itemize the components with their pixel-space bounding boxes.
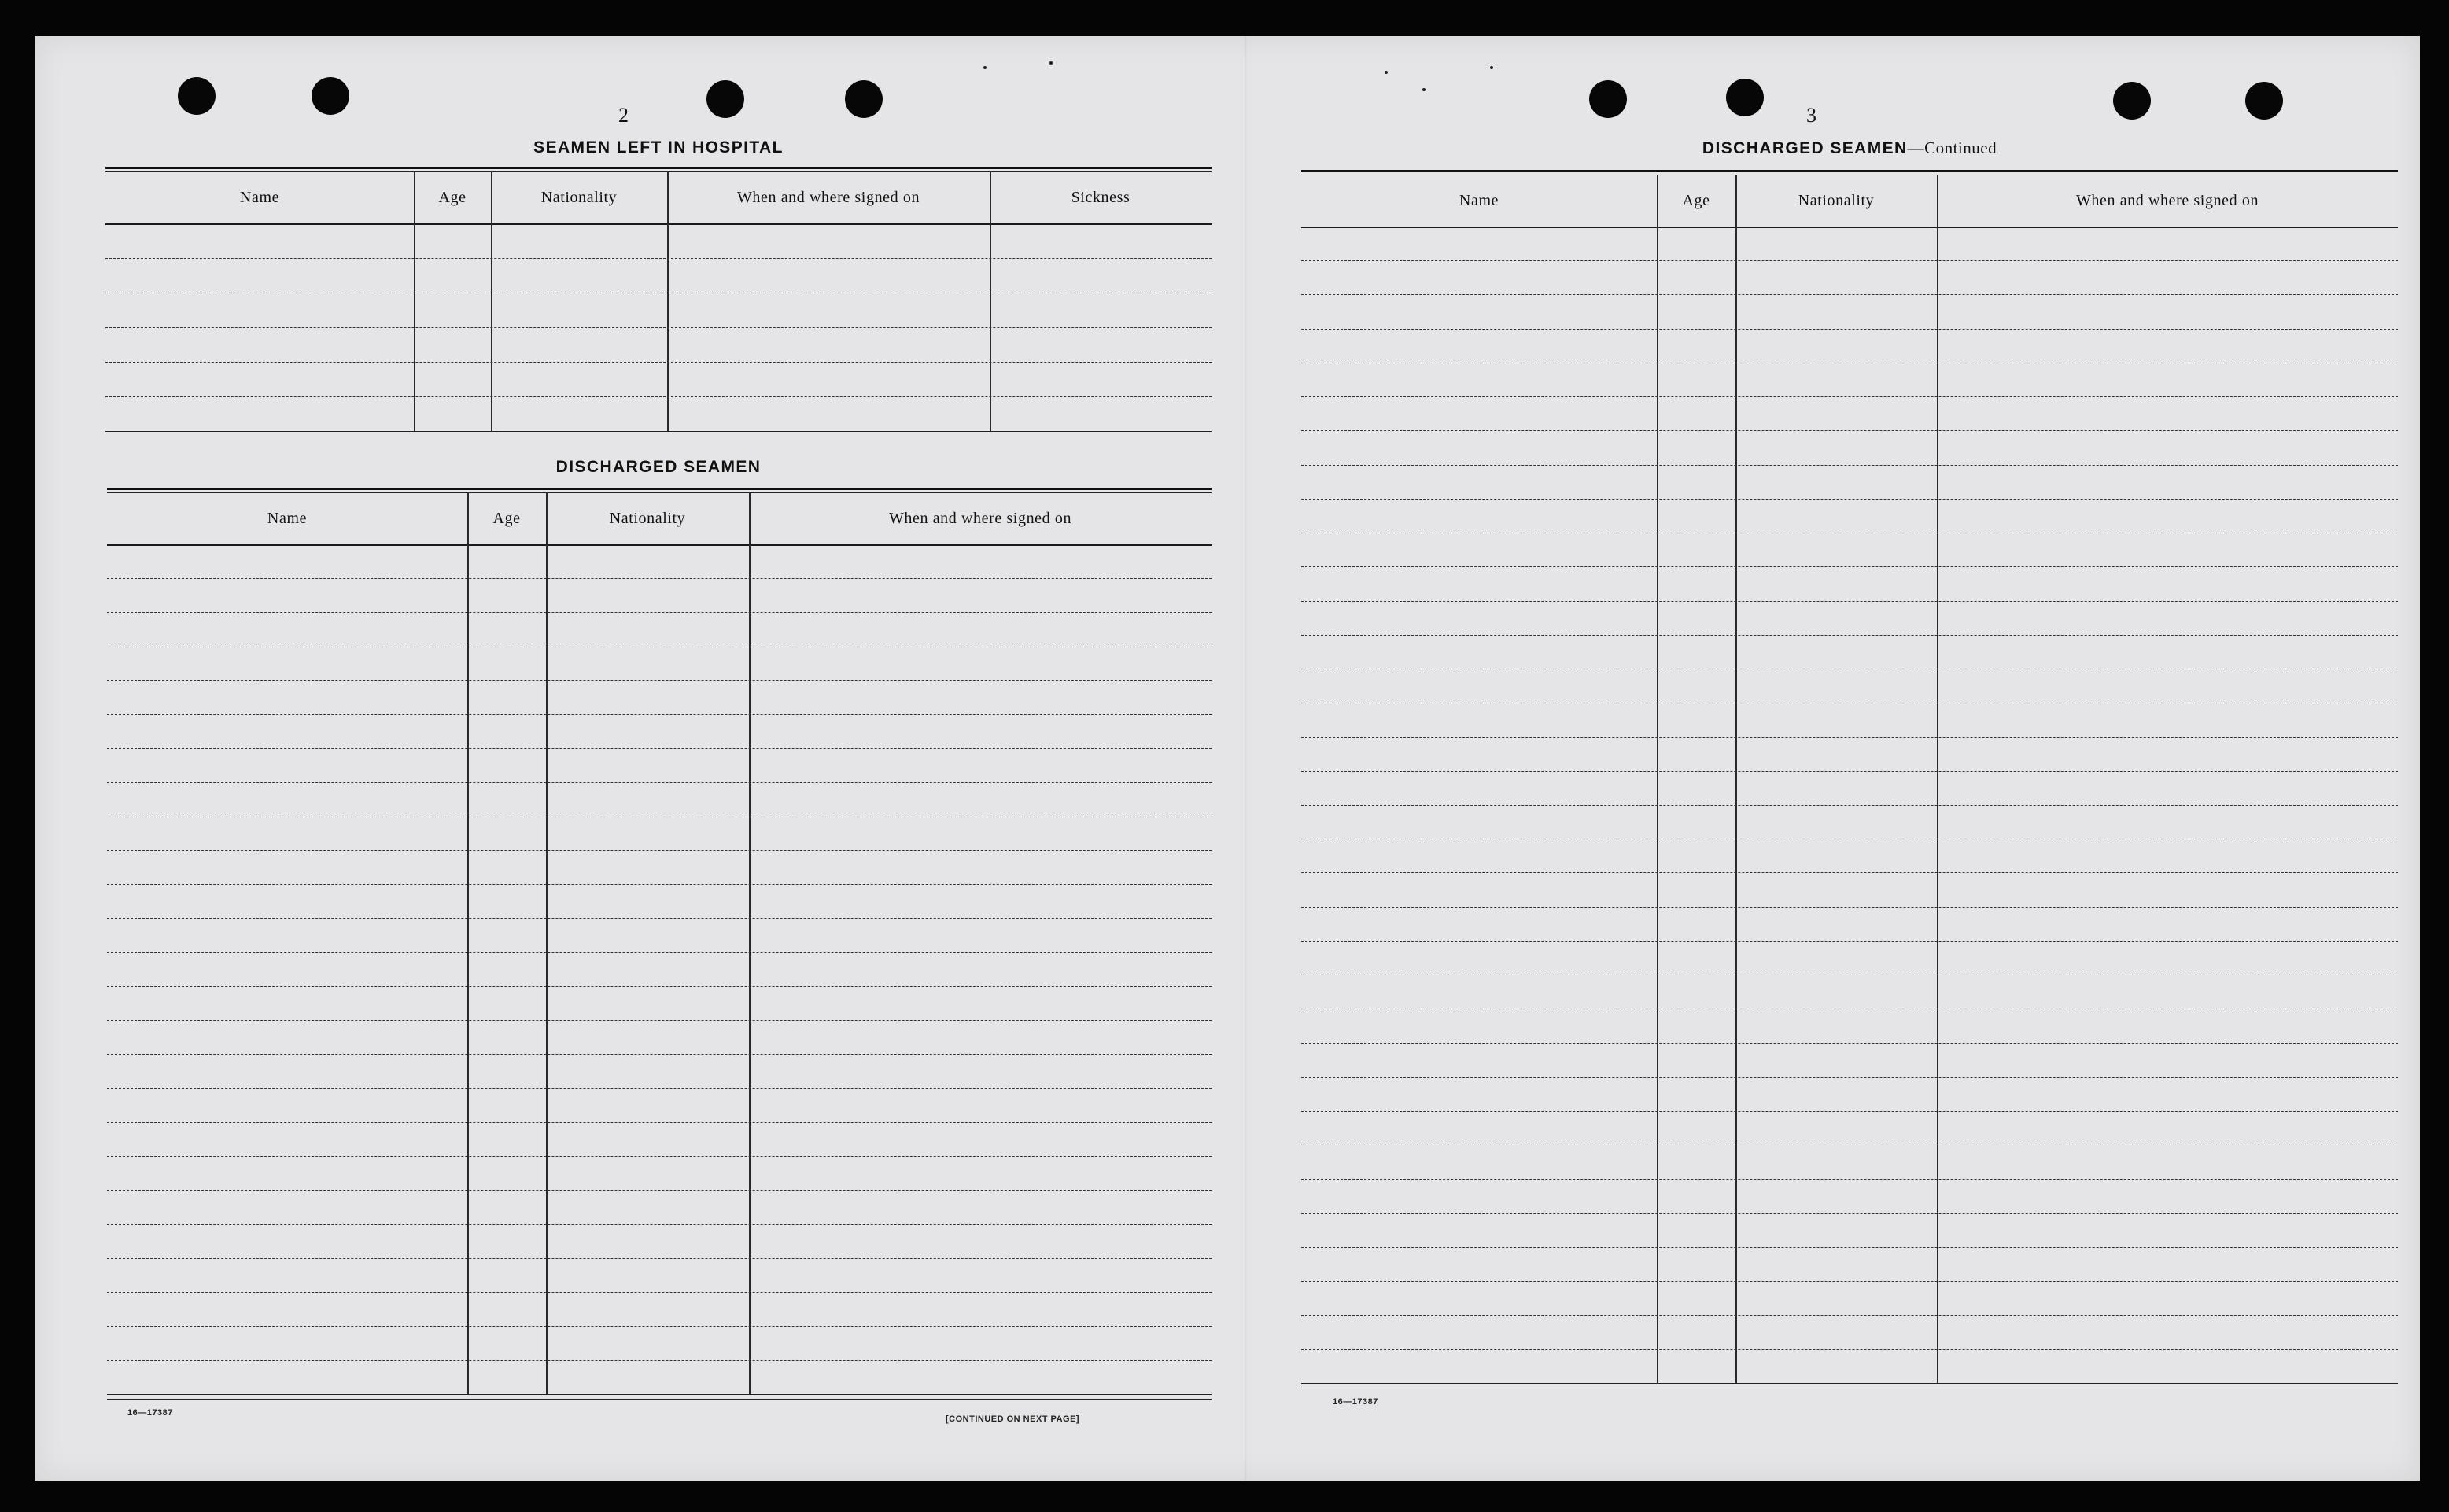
continued-col-signed-on: When and where signed on bbox=[2075, 192, 2259, 209]
continued-row-line bbox=[1301, 703, 2398, 704]
continued-row-line bbox=[1301, 1009, 2398, 1010]
discharged-col-name: Name bbox=[267, 510, 308, 527]
discharged-col-signed-on: When and where signed on bbox=[888, 510, 1072, 527]
discharged-top-rule bbox=[107, 488, 1212, 490]
continued-row-line bbox=[1301, 839, 2398, 840]
ink-speck bbox=[1385, 71, 1388, 74]
discharged-row-line bbox=[107, 986, 1212, 988]
continued-row-line bbox=[1301, 872, 2398, 874]
continued-row-line bbox=[1301, 601, 2398, 603]
punch-hole bbox=[1589, 80, 1627, 118]
hospital-title-text: SEAMEN LEFT IN HOSPITAL bbox=[533, 138, 784, 157]
hospital-col-sickness: Sickness bbox=[1071, 189, 1130, 206]
page-number-left: 2 bbox=[618, 104, 629, 127]
continued-row-line bbox=[1301, 1043, 2398, 1045]
discharged-col-age: Age bbox=[492, 510, 521, 527]
continued-table bbox=[1301, 175, 2398, 1383]
discharged-table bbox=[107, 492, 1212, 1394]
punch-hole bbox=[2245, 82, 2283, 120]
page-number-right: 3 bbox=[1806, 104, 1816, 127]
discharged-row-line bbox=[107, 1224, 1212, 1226]
continued-row-line bbox=[1301, 737, 2398, 739]
continued-row-line bbox=[1301, 771, 2398, 773]
discharged-row-line bbox=[107, 850, 1212, 852]
hospital-col-divider bbox=[491, 171, 492, 431]
punch-hole bbox=[2113, 82, 2151, 120]
form-sheet bbox=[35, 36, 2420, 1481]
discharged-row-line bbox=[107, 1122, 1212, 1123]
discharged-row-line bbox=[107, 680, 1212, 682]
hospital-col-nationality: Nationality bbox=[540, 189, 618, 206]
continued-row-line bbox=[1301, 1111, 2398, 1112]
continued-row-line bbox=[1301, 635, 2398, 636]
hospital-row-line bbox=[105, 258, 1212, 260]
discharged-row-line bbox=[107, 817, 1212, 818]
continued-row-line bbox=[1301, 294, 2398, 296]
discharged-row-line bbox=[107, 918, 1212, 920]
discharged-row-line bbox=[107, 1326, 1212, 1328]
discharged-title-text: DISCHARGED SEAMEN bbox=[555, 458, 762, 476]
hospital-row-line bbox=[105, 362, 1212, 363]
discharged-row-line bbox=[107, 1020, 1212, 1022]
hospital-header-rule bbox=[105, 223, 1212, 225]
discharged-row-line bbox=[107, 1258, 1212, 1259]
ink-speck bbox=[1049, 61, 1053, 65]
continued-row-line bbox=[1301, 941, 2398, 942]
continued-row-line bbox=[1301, 907, 2398, 909]
continued-note: [CONTINUED ON NEXT PAGE] bbox=[946, 1414, 1080, 1424]
ink-speck bbox=[983, 66, 987, 69]
hospital-col-signed-on: When and where signed on bbox=[736, 189, 920, 206]
discharged-header-rule bbox=[107, 544, 1212, 546]
discharged-row-line bbox=[107, 952, 1212, 953]
discharged-bottom-rule-2 bbox=[107, 1399, 1212, 1400]
punch-hole bbox=[706, 80, 744, 118]
form-number-right: 16—17387 bbox=[1333, 1397, 1378, 1407]
continued-row-line bbox=[1301, 975, 2398, 976]
continued-row-line bbox=[1301, 430, 2398, 432]
discharged-row-line bbox=[107, 1054, 1212, 1056]
hospital-col-divider bbox=[667, 171, 669, 431]
continued-col-divider bbox=[1657, 175, 1658, 1383]
discharged-row-line bbox=[107, 1292, 1212, 1293]
continued-section-title bbox=[1301, 138, 2398, 158]
discharged-row-line bbox=[107, 647, 1212, 648]
continued-row-line bbox=[1301, 805, 2398, 806]
continued-col-divider bbox=[1735, 175, 1737, 1383]
continued-row-line bbox=[1301, 669, 2398, 670]
continued-title-suffix: —Continued bbox=[1907, 138, 1997, 157]
discharged-row-line bbox=[107, 612, 1212, 614]
continued-row-line bbox=[1301, 1281, 2398, 1282]
punch-hole bbox=[845, 80, 883, 118]
punch-hole bbox=[1726, 79, 1764, 116]
continued-col-name: Name bbox=[1459, 192, 1499, 209]
discharged-row-line bbox=[107, 782, 1212, 784]
discharged-row-line bbox=[107, 714, 1212, 716]
discharged-bottom-rule bbox=[107, 1394, 1212, 1395]
continued-row-line bbox=[1301, 260, 2398, 262]
continued-col-age: Age bbox=[1682, 192, 1710, 209]
continued-title-text: DISCHARGED SEAMEN bbox=[1702, 139, 1908, 157]
continued-row-line bbox=[1301, 533, 2398, 534]
discharged-col-nationality: Nationality bbox=[609, 510, 686, 527]
continued-row-line bbox=[1301, 396, 2398, 398]
continued-row-line bbox=[1301, 499, 2398, 500]
hospital-col-name: Name bbox=[239, 189, 280, 206]
continued-row-line bbox=[1301, 329, 2398, 330]
continued-row-line bbox=[1301, 1315, 2398, 1317]
continued-col-nationality: Nationality bbox=[1798, 192, 1875, 209]
form-number-left: 16—17387 bbox=[127, 1408, 173, 1418]
hospital-row-line bbox=[105, 327, 1212, 329]
continued-row-line bbox=[1301, 363, 2398, 364]
discharged-row-line bbox=[107, 1190, 1212, 1192]
hospital-row-line bbox=[105, 396, 1212, 398]
discharged-row-line bbox=[107, 884, 1212, 886]
hospital-section-title bbox=[105, 138, 1212, 157]
continued-row-line bbox=[1301, 465, 2398, 467]
continued-row-line bbox=[1301, 1179, 2398, 1181]
ink-speck bbox=[1490, 66, 1493, 69]
hospital-col-age: Age bbox=[438, 189, 467, 206]
continued-header-rule bbox=[1301, 227, 2398, 228]
discharged-section-title bbox=[105, 458, 1212, 477]
hospital-col-divider bbox=[990, 171, 991, 431]
hospital-table bbox=[105, 171, 1212, 431]
continued-col-divider bbox=[1937, 175, 1938, 1383]
continued-row-line bbox=[1301, 1145, 2398, 1146]
discharged-row-line bbox=[107, 578, 1212, 580]
discharged-row-line bbox=[107, 1156, 1212, 1158]
discharged-row-line bbox=[107, 1360, 1212, 1362]
continued-row-line bbox=[1301, 1077, 2398, 1079]
continued-row-line bbox=[1301, 1247, 2398, 1248]
continued-row-line bbox=[1301, 1213, 2398, 1215]
hospital-bottom-rule bbox=[105, 431, 1212, 432]
punch-hole bbox=[178, 77, 216, 115]
discharged-row-line bbox=[107, 1088, 1212, 1090]
continued-row-line bbox=[1301, 1349, 2398, 1351]
ink-speck bbox=[1422, 88, 1426, 91]
continued-row-line bbox=[1301, 566, 2398, 568]
page-fold bbox=[1245, 36, 1248, 1481]
hospital-col-divider bbox=[414, 171, 415, 431]
continued-bottom-rule bbox=[1301, 1383, 2398, 1384]
punch-hole bbox=[312, 77, 349, 115]
continued-top-rule bbox=[1301, 170, 2398, 172]
discharged-row-line bbox=[107, 748, 1212, 750]
hospital-row-line bbox=[105, 293, 1212, 294]
hospital-top-rule bbox=[105, 167, 1212, 169]
